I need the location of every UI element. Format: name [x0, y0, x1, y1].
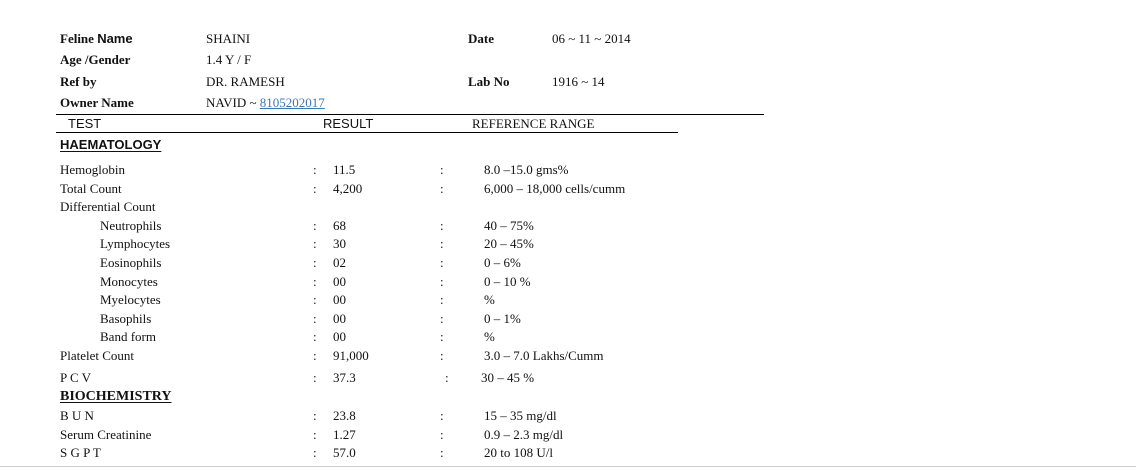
table-row — [0, 199, 1136, 218]
colon-separator: : — [440, 408, 444, 423]
table-row — [0, 329, 1136, 348]
colon-separator: : — [313, 236, 317, 251]
colon-separator: : — [440, 274, 444, 289]
result-value: 11.5 — [333, 162, 356, 177]
test-name: Differential Count — [60, 199, 156, 214]
colon-separator: : — [440, 329, 444, 344]
reference-range: 6,000 – 18,000 cells/cumm — [484, 181, 626, 196]
table-row — [0, 408, 1136, 427]
table-row — [0, 348, 1136, 367]
colon-separator: : — [313, 329, 317, 344]
reference-range: 20 – 45% — [484, 236, 534, 251]
reference-range: % — [484, 329, 495, 344]
result-value: 23.8 — [333, 408, 356, 423]
reference-range: % — [484, 292, 495, 307]
colon-separator: : — [440, 292, 444, 307]
name-label-word: Name — [97, 31, 133, 46]
test-name: Band form — [100, 329, 156, 344]
table-row — [0, 181, 1136, 200]
feline-name-value: SHAINI — [206, 31, 251, 46]
owner-phone-link[interactable]: 8105202017 — [259, 95, 325, 110]
colon-separator: : — [313, 292, 317, 307]
reference-range: 0 – 10 % — [484, 274, 531, 289]
test-name: Hemoglobin — [60, 162, 125, 177]
colon-separator: : — [313, 218, 317, 233]
table-row — [0, 427, 1136, 446]
top-rule — [56, 114, 764, 115]
test-name: Basophils — [100, 311, 152, 326]
reference-range: 30 – 45 % — [481, 370, 535, 385]
colon-separator: : — [313, 348, 317, 363]
reference-range: 3.0 – 7.0 Lakhs/Cumm — [484, 348, 604, 363]
colon-separator: : — [440, 311, 444, 326]
table-row — [0, 255, 1136, 274]
result-value: 4,200 — [333, 181, 363, 196]
colon-separator: : — [313, 445, 317, 460]
colon-separator: : — [440, 445, 444, 460]
date-value: 06 ~ 11 ~ 2014 — [552, 31, 631, 46]
owner-name-value — [206, 95, 325, 111]
colon-separator: : — [313, 255, 317, 270]
result-value: 1.27 — [333, 427, 356, 442]
colon-separator: : — [440, 181, 444, 196]
colon-separator: : — [440, 218, 444, 233]
colon-separator: : — [440, 348, 444, 363]
test-name: P C V — [60, 370, 92, 385]
test-name: Total Count — [60, 181, 122, 196]
reference-range: 0 – 6% — [484, 255, 521, 270]
result-value: 00 — [333, 292, 346, 307]
colon-separator: : — [313, 274, 317, 289]
reference-range: 20 to 108 U/l — [484, 445, 553, 460]
colon-separator: : — [313, 181, 317, 196]
age-gender-label: Age /Gender — [60, 52, 131, 67]
table-row — [0, 292, 1136, 311]
reference-range: 0.9 – 2.3 mg/dl — [484, 427, 564, 442]
lab-no-value: 1916 ~ 14 — [552, 74, 605, 89]
test-name: Lymphocytes — [100, 236, 171, 251]
reference-range: 40 – 75% — [484, 218, 534, 233]
test-name: Serum Creatinine — [60, 427, 152, 442]
test-name: Myelocytes — [100, 292, 161, 307]
result-value: 30 — [333, 236, 346, 251]
test-name: S G P T — [60, 445, 101, 460]
result-value: 02 — [333, 255, 346, 270]
colon-separator: : — [313, 408, 317, 423]
result-value: 00 — [333, 329, 346, 344]
column-header-reference: REFERENCE RANGE — [472, 116, 595, 131]
test-name: B U N — [60, 408, 94, 423]
section-biochemistry: BIOCHEMISTRY — [60, 389, 172, 404]
header-rule — [56, 132, 678, 133]
age-gender-value: 1.4 Y / F — [206, 52, 252, 67]
colon-separator: : — [313, 311, 317, 326]
colon-separator: : — [440, 255, 444, 270]
ref-by-label: Ref by — [60, 74, 97, 89]
feline-name-label — [60, 31, 133, 47]
colon-separator: : — [445, 370, 449, 385]
colon-separator: : — [440, 236, 444, 251]
owner-name-label: Owner Name — [60, 95, 134, 110]
result-value: 57.0 — [333, 445, 356, 460]
test-name: Eosinophils — [100, 255, 162, 270]
column-header-test: TEST — [68, 116, 102, 131]
table-row — [0, 370, 1136, 389]
result-value: 68 — [333, 218, 346, 233]
result-value: 37.3 — [333, 370, 356, 385]
colon-separator: : — [313, 162, 317, 177]
reference-range: 0 – 1% — [484, 311, 521, 326]
date-label: Date — [468, 31, 494, 46]
column-header-result: RESULT — [323, 116, 374, 131]
table-row — [0, 311, 1136, 330]
page-bottom-edge — [0, 466, 1136, 467]
section-haematology: HAEMATOLOGY — [60, 137, 162, 152]
ref-by-value: DR. RAMESH — [206, 74, 285, 89]
test-name: Neutrophils — [100, 218, 162, 233]
table-row — [0, 218, 1136, 237]
colon-separator: : — [440, 162, 444, 177]
table-row — [0, 445, 1136, 464]
colon-separator: : — [313, 427, 317, 442]
reference-range: 15 – 35 mg/dl — [484, 408, 557, 423]
colon-separator: : — [313, 370, 317, 385]
feline-label-word: Feline — [60, 31, 94, 46]
result-value: 00 — [333, 274, 346, 289]
test-name: Platelet Count — [60, 348, 135, 363]
result-value: 00 — [333, 311, 346, 326]
table-row — [0, 162, 1136, 181]
reference-range: 8.0 –15.0 gms% — [484, 162, 569, 177]
owner-name-text: NAVID ~ — [206, 95, 260, 110]
table-row — [0, 236, 1136, 255]
lab-no-label: Lab No — [468, 74, 510, 89]
colon-separator: : — [440, 427, 444, 442]
test-name: Monocytes — [100, 274, 158, 289]
table-row — [0, 274, 1136, 293]
result-value: 91,000 — [333, 348, 369, 363]
